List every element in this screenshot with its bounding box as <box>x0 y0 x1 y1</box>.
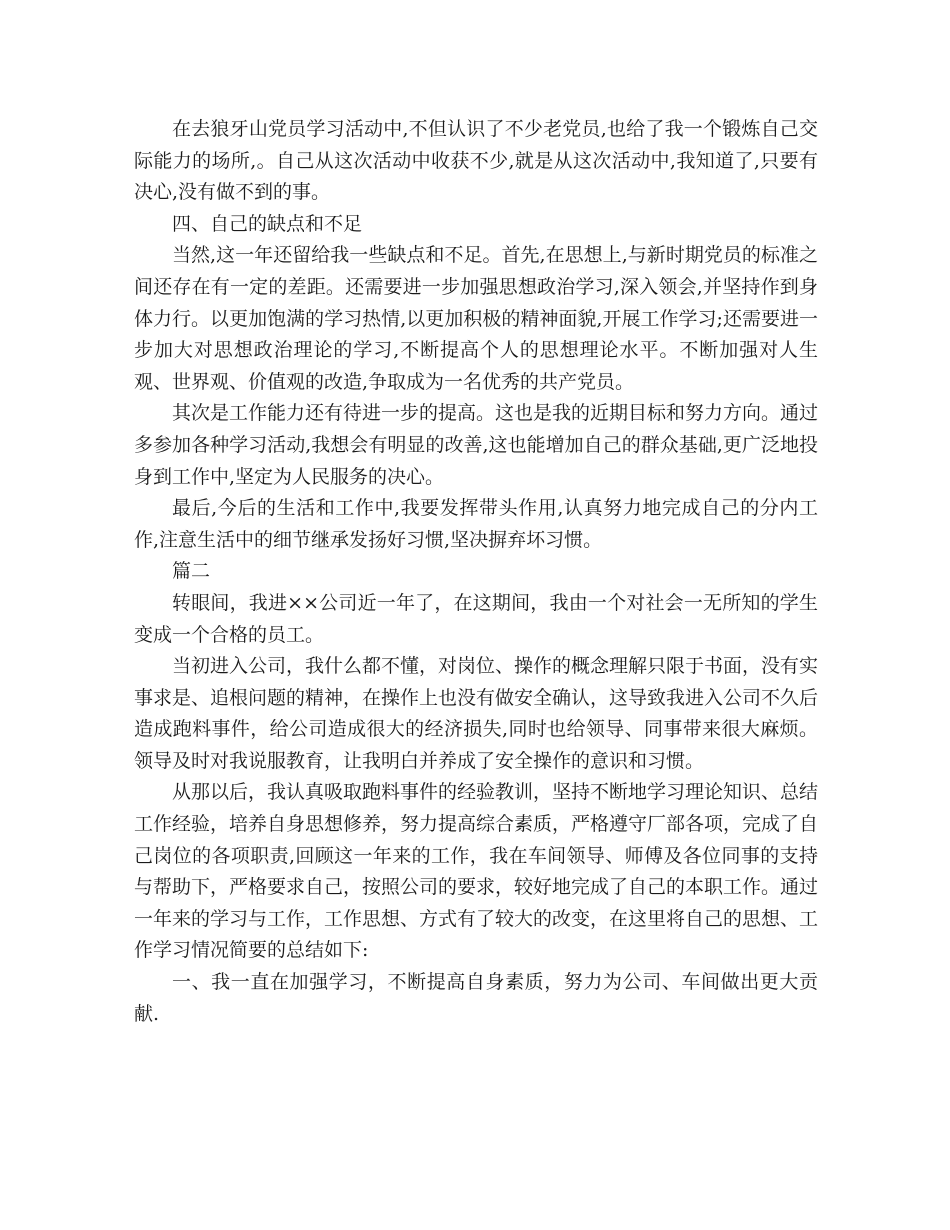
paragraph-finally: 最后,今后的生活和工作中,我要发挥带头作用,认真努力地完成自己的分内工作,注意生活中的细节继承发扬好习惯,坚决摒弃坏习惯。 <box>134 497 818 551</box>
document-body <box>134 114 818 1030</box>
paragraph-since-then: 从那以后，我认真吸取跑料事件的经验教训，坚持不断地学习理论知识、总结工作经验，培养自身思想修养，努力提高综合素质，严格遵守厂部各项，完成了自己岗位的各项职责,回顾这一年来的工作，我在车间领导、师傅及各位同事的支持与帮助下，严格要求自己，按照公司的要求，较好地完成了自己的本职工作。通过一年来的学习与工作，工作思想、方式有了较大的改变，在这里将自己的思想、工作学习情况简要的总结如下: <box>134 781 819 962</box>
paragraph-activity: 在去狼牙山党员学习活动中,不但认识了不少老党员,也给了我一个锻炼自己交际能力的场所,。自己从这次活动中收获不少,就是从这次活动中,我知道了,只要有决心,没有做不到的事。 <box>134 118 818 204</box>
paragraph-shortcomings: 当然,这一年还留给我一些缺点和不足。首先,在思想上,与新时期党员的标准之间还存在有一定的差距。还需要进一步加强思想政治学习,深入领会,并坚持作到身体力行。以更加饱满的学习热情,以更加积极的精神面貌,开展工作学习;还需要进一步加大对思想政治理论的学习,不断提高个人的思想理论水平。不断加强对人生观、世界观、价值观的改造,争取成为一名优秀的共产党员。 <box>134 244 818 393</box>
section-heading-shortcomings: 四、自己的缺点和不足 <box>172 212 363 235</box>
paragraph-work-ability: 其次是工作能力还有待进一步的提高。这也是我的近期目标和努力方向。通过多参加各种学习活动,我想会有明显的改善,这也能增加自己的群众基础,更广泛地投身到工作中,坚定为人民服务的决心。 <box>134 402 819 488</box>
paragraph-point-one: 一、我一直在加强学习，不断提高自身素质，努力为公司、车间做出更大贡献. <box>134 971 818 1025</box>
paragraph-intro: 转眼间，我进××公司近一年了，在这期间，我由一个对社会一无所知的学生变成一个合格的员工。 <box>134 591 818 646</box>
section-heading-part-two: 篇二 <box>172 560 211 583</box>
paragraph-beginning: 当初进入公司，我什么都不懂，对岗位、操作的概念理解只限于书面，没有实事求是、追根问题的精神，在操作上也没有做安全确认，这导致我进入公司不久后造成跑料事件，给公司造成很大的经济损失,同时也给领导、同事带来很大麻烦。领导及时对我说服教育，让我明白并养成了安全操作的意识和习惯。 <box>134 655 819 772</box>
